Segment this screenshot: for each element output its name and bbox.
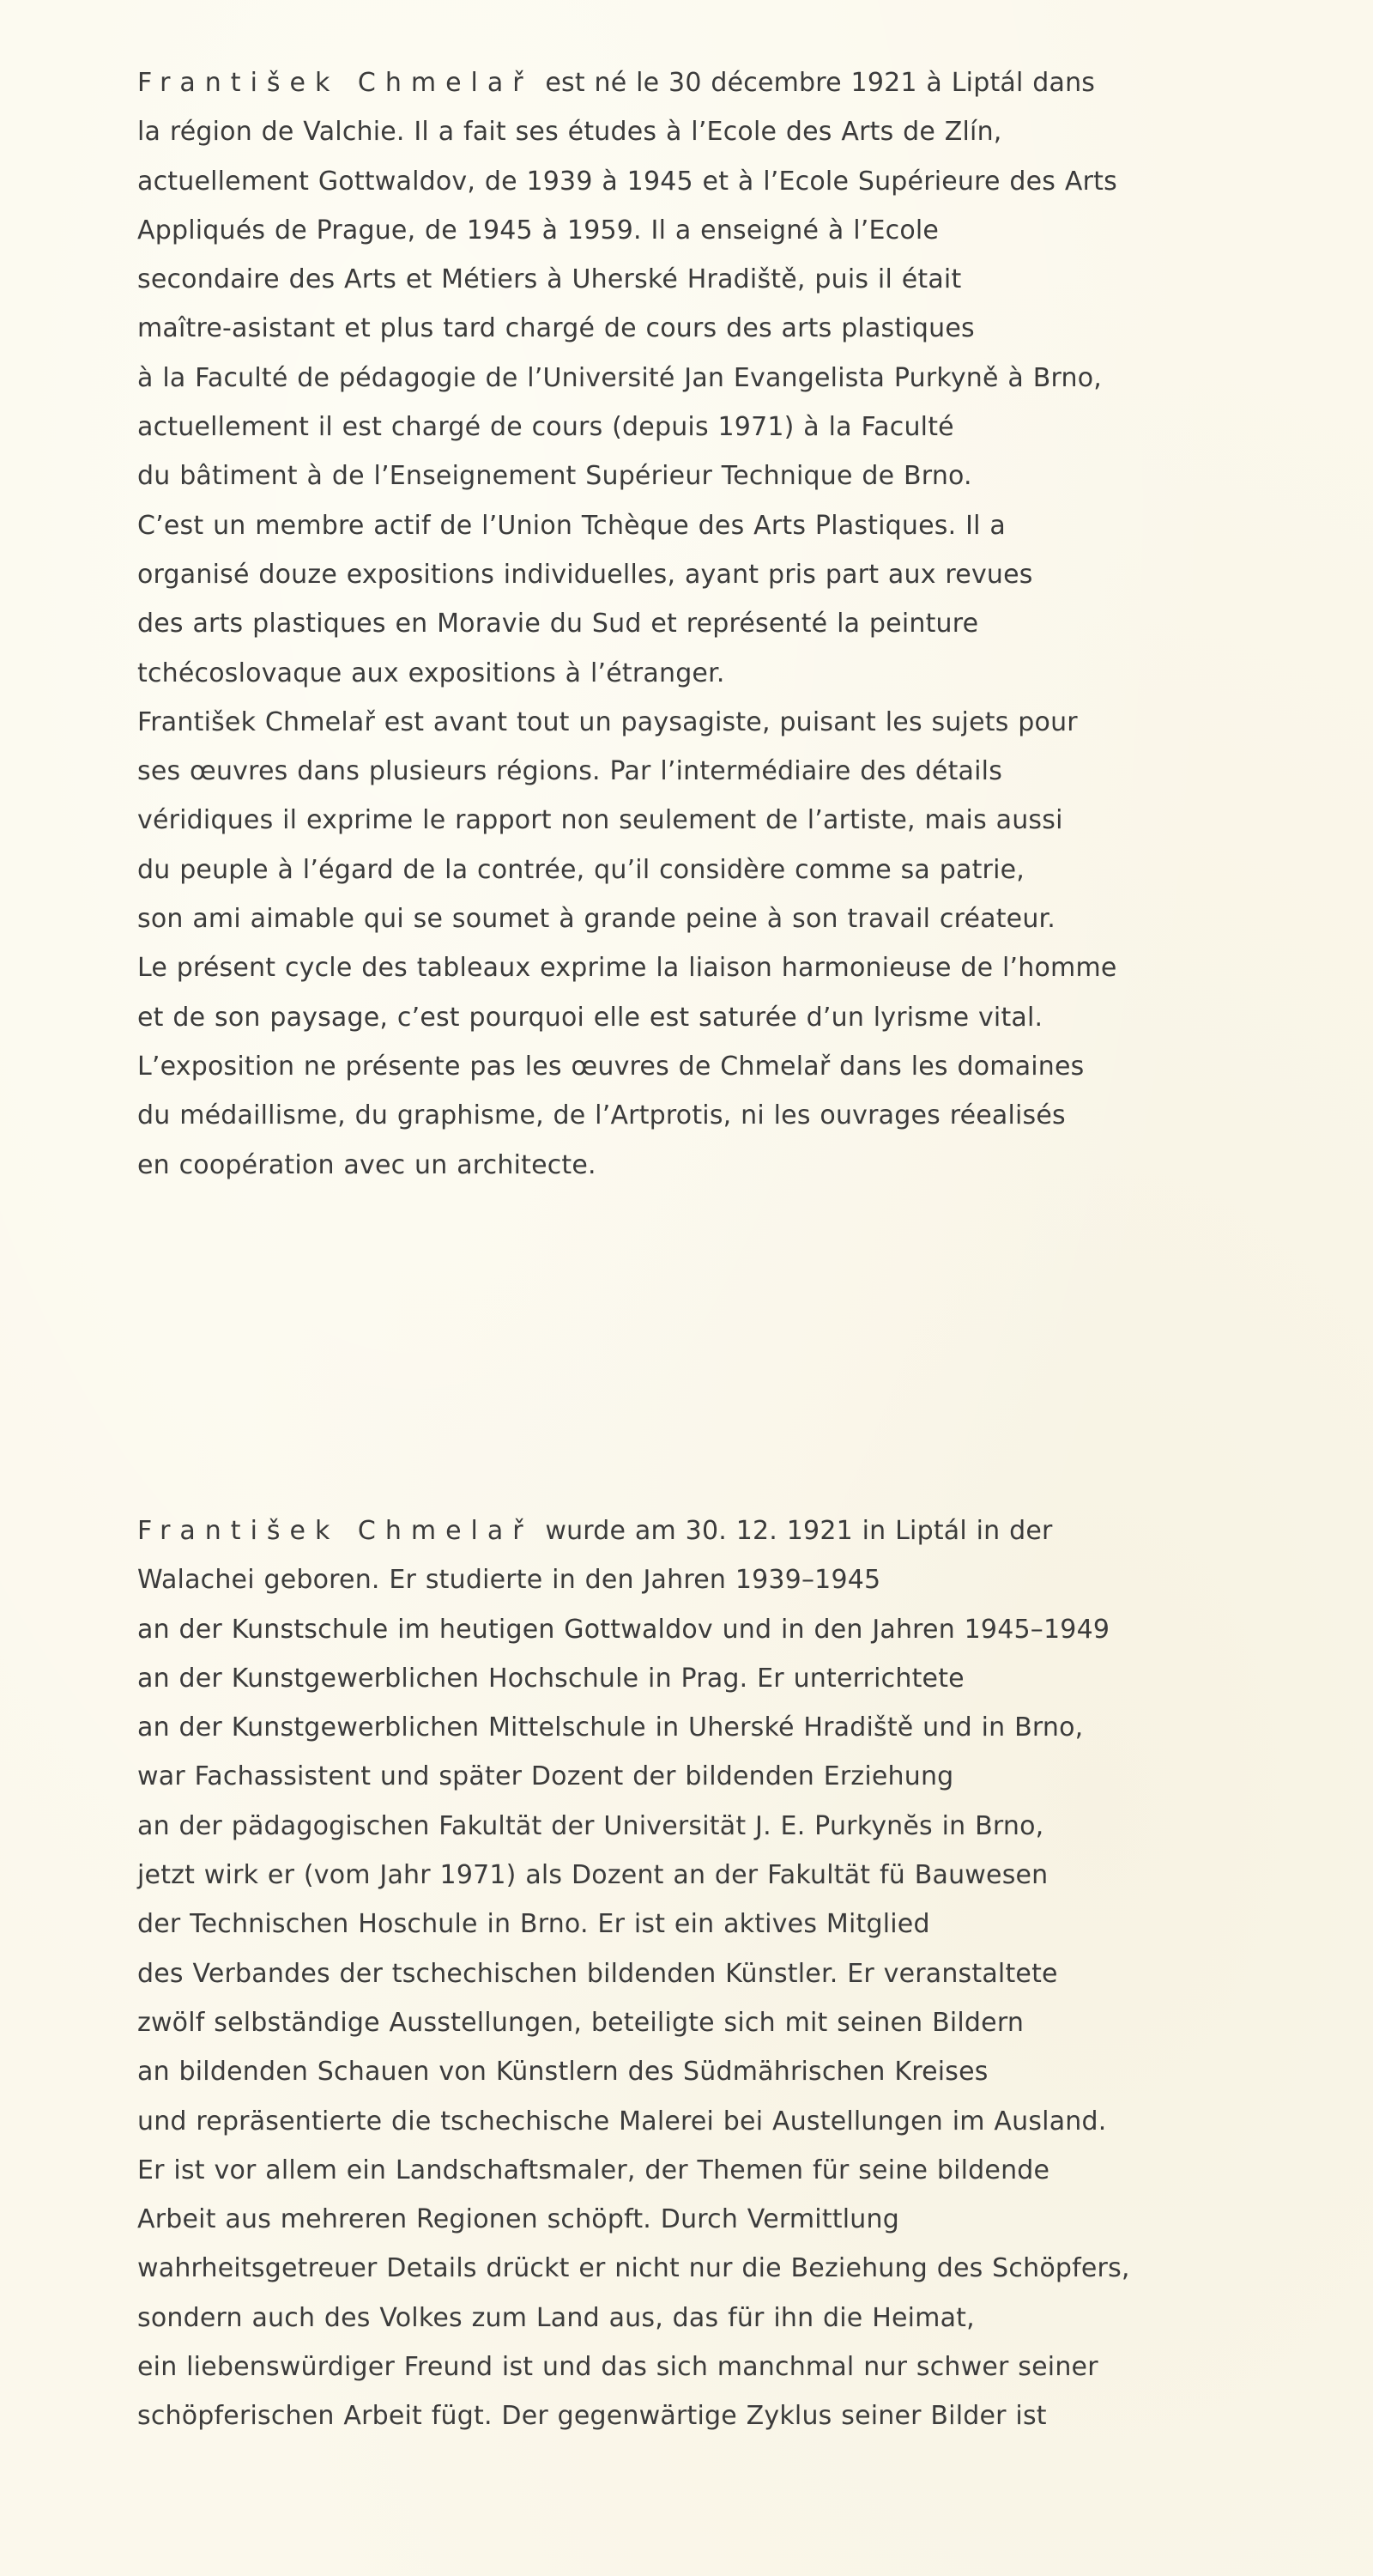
text-line: tchécoslovaque aux expositions à l’étranger. [137, 658, 725, 688]
text-line: des arts plastiques en Moravie du Sud et représenté la peinture [137, 609, 979, 639]
text-line: organisé douze expositions individuelles, ayant pris part aux revues [137, 559, 1033, 590]
text-line: an bildenden Schauen von Künstlern des Südmährischen Kreises [137, 2057, 989, 2088]
text-line: schöpferischen Arbeit fügt. Der gegenwärtige Zyklus seiner Bilder ist [137, 2401, 1047, 2432]
text-line: actuellement Gottwaldov, de 1939 à 1945 et à l’Ecole Supérieure des Arts [137, 166, 1117, 197]
text-line: du peuple à l’égard de la contrée, qu’il considère comme sa patrie, [137, 854, 1025, 885]
text-line: František Chmelař est avant tout un paysagiste, puisant les sujets pour [137, 706, 1078, 737]
text-line: wahrheitsgetreuer Details drückt er nicht nur die Beziehung des Schöpfers, [137, 2253, 1130, 2284]
text-line: et de son paysage, c’est pourquoi elle est saturée d’un lyrisme vital. [137, 1002, 1043, 1033]
text-line: ses œuvres dans plusieurs régions. Par l’intermédiaire des détails [137, 756, 1003, 787]
text-line: sondern auch des Volkes zum Land aus, das für ihn die Heimat, [137, 2302, 975, 2333]
text-line: maître-asistant et plus tard chargé de cours des arts plastiques [137, 313, 975, 344]
text-line: Walachei geboren. Er studierte in den Jahren 1939–1945 [137, 1565, 881, 1596]
text-line: an der pädagogischen Fakultät der Universität J. E. Purkynĕs in Brno, [137, 1810, 1044, 1841]
text-line: du bâtiment à de l’Enseignement Supérieur Technique de Brno. [137, 461, 972, 492]
text-line: an der Kunstgewerblichen Mittelschule in Uherské Hradiště und in Brno, [137, 1712, 1084, 1743]
text-line: Le présent cycle des tableaux exprime la liaison harmonieuse de l’homme [137, 953, 1117, 984]
text-line: secondaire des Arts et Métiers à Uherské Hradiště, puis il était [137, 264, 962, 295]
text-line: der Technischen Hoschule in Brno. Er ist ein aktives Mitglied [137, 1909, 930, 1940]
text-line [137, 1506, 1364, 1555]
french-biography-paragraph [137, 58, 1364, 1190]
text-line: an der Kunstschule im heutigen Gottwaldov und in den Jahren 1945–1949 [137, 1614, 1110, 1645]
text-line: actuellement il est chargé de cours (depuis 1971) à la Faculté [137, 412, 954, 443]
text-line: an der Kunstgewerblichen Hochschule in Prag. Er unterrichtete [137, 1663, 965, 1694]
text-line-content: est né le 30 décembre 1921 à Liptál dans [535, 68, 1096, 98]
text-line-content: wurde am 30. 12. 1921 in Liptál in der [535, 1516, 1053, 1546]
text-line: war Fachassistent und später Dozent der bildenden Erziehung [137, 1761, 954, 1792]
text-line: C’est un membre actif de l’Union Tchèque des Arts Plastiques. Il a [137, 510, 1006, 541]
text-line: du médaillisme, du graphisme, de l’Artprotis, ni les ouvrages réealisés [137, 1100, 1066, 1131]
text-line: jetzt wirk er (vom Jahr 1971) als Dozent an der Fakultät fü Bauwesen [137, 1860, 1049, 1891]
text-line: en coopération avec un architecte. [137, 1149, 596, 1180]
text-line: zwölf selbständige Ausstellungen, beteiligte sich mit seinen Bildern [137, 2007, 1025, 2038]
german-biography-paragraph [137, 1506, 1364, 2441]
text-line [137, 58, 1364, 107]
text-line: ein liebenswürdiger Freund ist und das sich manchmal nur schwer seiner [137, 2352, 1098, 2383]
artist-name-spaced: František Chmelař [137, 68, 533, 98]
text-line: Er ist vor allem ein Landschaftsmaler, der Themen für seine bildende [137, 2155, 1050, 2185]
text-line: L’exposition ne présente pas les œuvres de Chmelař dans les domaines [137, 1051, 1085, 1082]
text-line: und repräsentierte die tschechische Malerei bei Austellungen im Ausland. [137, 2106, 1107, 2137]
text-line: la région de Valchie. Il a fait ses études à l’Ecole des Arts de Zlín, [137, 117, 1002, 148]
text-line: Arbeit aus mehreren Regionen schöpft. Durch Vermittlung [137, 2204, 899, 2235]
text-line: véridiques il exprime le rapport non seulement de l’artiste, mais aussi [137, 805, 1063, 836]
text-line: des Verbandes der tschechischen bildenden Künstler. Er veranstaltete [137, 1958, 1058, 1989]
text-line: son ami aimable qui se soumet à grande peine à son travail créateur. [137, 904, 1056, 935]
artist-name-spaced: František Chmelař [137, 1516, 533, 1546]
text-line: Appliqués de Prague, de 1945 à 1959. Il a enseigné à l’Ecole [137, 215, 940, 245]
text-line: à la Faculté de pédagogie de l’Université Jan Evangelista Purkyně à Brno, [137, 362, 1103, 393]
